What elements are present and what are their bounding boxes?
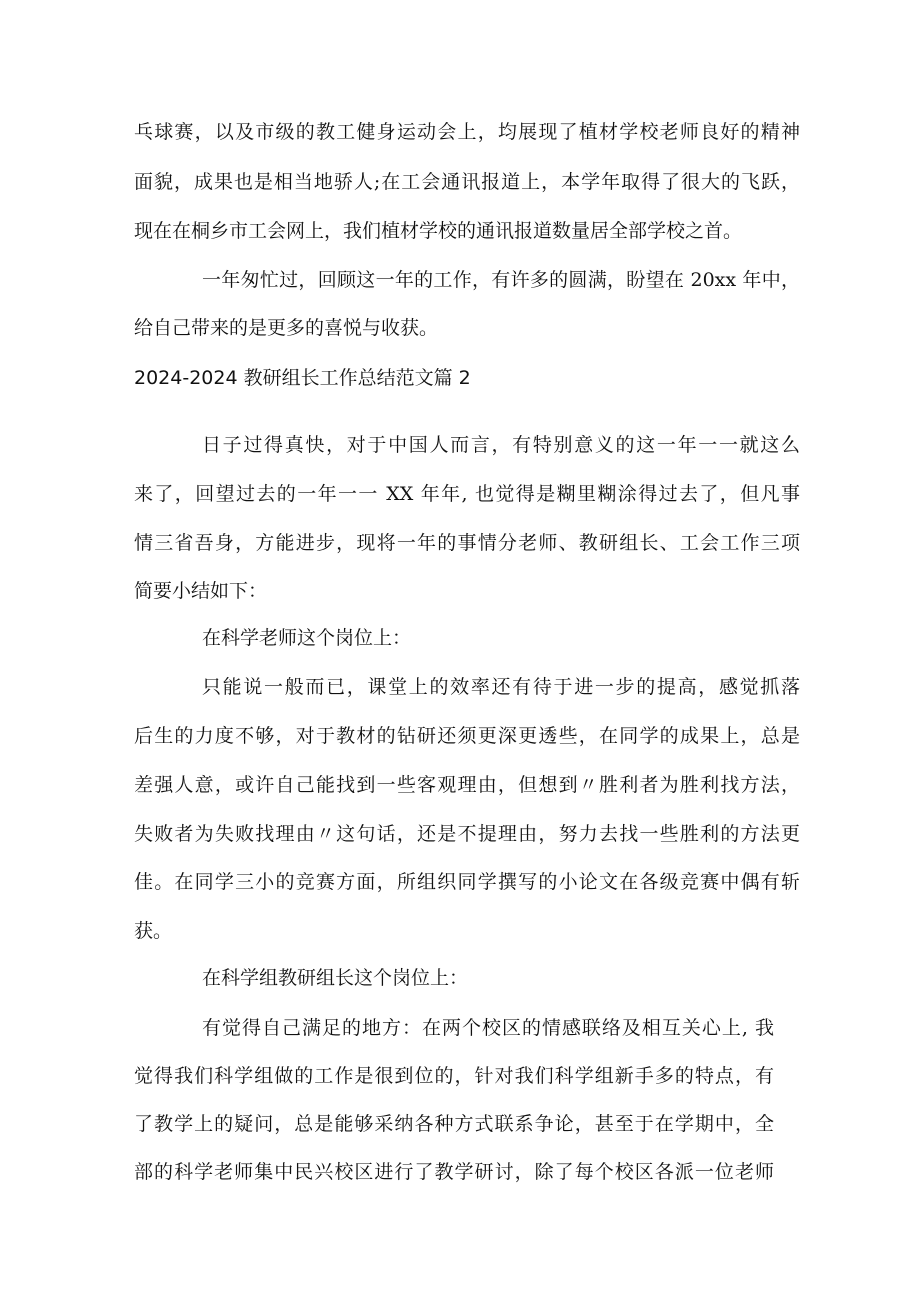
para-leader-line-1: 有觉得自己满足的地方：在两个校区的情感联络及相互关心上, 我 [202,1017,774,1039]
para-teacher-line-1: 只能说一般而已，课堂上的效率还有待于进一步的提高，感觉抓落 [202,676,800,698]
para-teacher-line-5: 佳。在同学三小的竞赛方面，所组织同学撰写的小论文在各级竞赛中偶有斩 [134,871,800,893]
para-teacher-line-6: 获。 [134,920,173,942]
para-closing-line-1: 一年匆忙过，回顾这一年的工作，有许多的圆满，盼望在 20xx 年中， [202,269,800,291]
subheading-leader: 在科学组教研组长这个岗位上： [202,967,469,989]
para-leader-line-4: 部的科学老师集中民兴校区进行了教学研讨，除了每个校区各派一位老师 [134,1161,774,1183]
para-opening-line-4: 简要小结如下： [134,580,268,602]
para-teacher-line-4: 失败者为失败找理由〃这句话，还是不提理由，努力去找一些胜利的方法更 [134,823,800,845]
para-intro-line-1: 乓球赛，以及市级的教工健身运动会上，均展现了植材学校老师良好的精神 [134,121,800,143]
para-leader-line-3: 了教学上的疑问，总是能够采纳各种方式联系争论，甚至于在学期中，全 [134,1113,774,1135]
para-teacher-line-2: 后生的力度不够，对于教材的钻研还须更深更透些，在同学的成果上，总是 [134,725,800,747]
para-intro-line-3: 现在在桐乡市工会网上，我们植材学校的通讯报道数量居全部学校之首。 [134,220,743,242]
para-teacher-line-3: 差强人意，或许自己能找到一些客观理由，但想到〃胜利者为胜利找方法， [134,774,800,796]
para-leader-line-2: 觉得我们科学组做的工作是很到位的，针对我们科学组新手多的特点，有 [134,1065,774,1087]
para-opening-line-3: 情三省吾身，方能进步，现将一年的事情分老师、教研组长、工会工作三项 [134,532,800,554]
para-intro-line-2: 面貌，成果也是相当地骄人;在工会通讯报道上，本学年取得了很大的飞跃， [134,171,800,193]
subheading-teacher: 在科学老师这个岗位上： [202,627,412,649]
para-opening-line-1: 日子过得真快，对于中国人而言，有特别意义的这一年一一就这么 [202,434,800,456]
para-closing-line-2: 给自己带来的是更多的喜悦与收获。 [134,317,439,339]
section-heading: 2024-2024 教研组长工作总结范文篇 2 [134,367,471,389]
para-opening-line-2: 来了，回望过去的一年一一 XX 年年, 也觉得是糊里糊涂得过去了，但凡事 [134,483,800,505]
